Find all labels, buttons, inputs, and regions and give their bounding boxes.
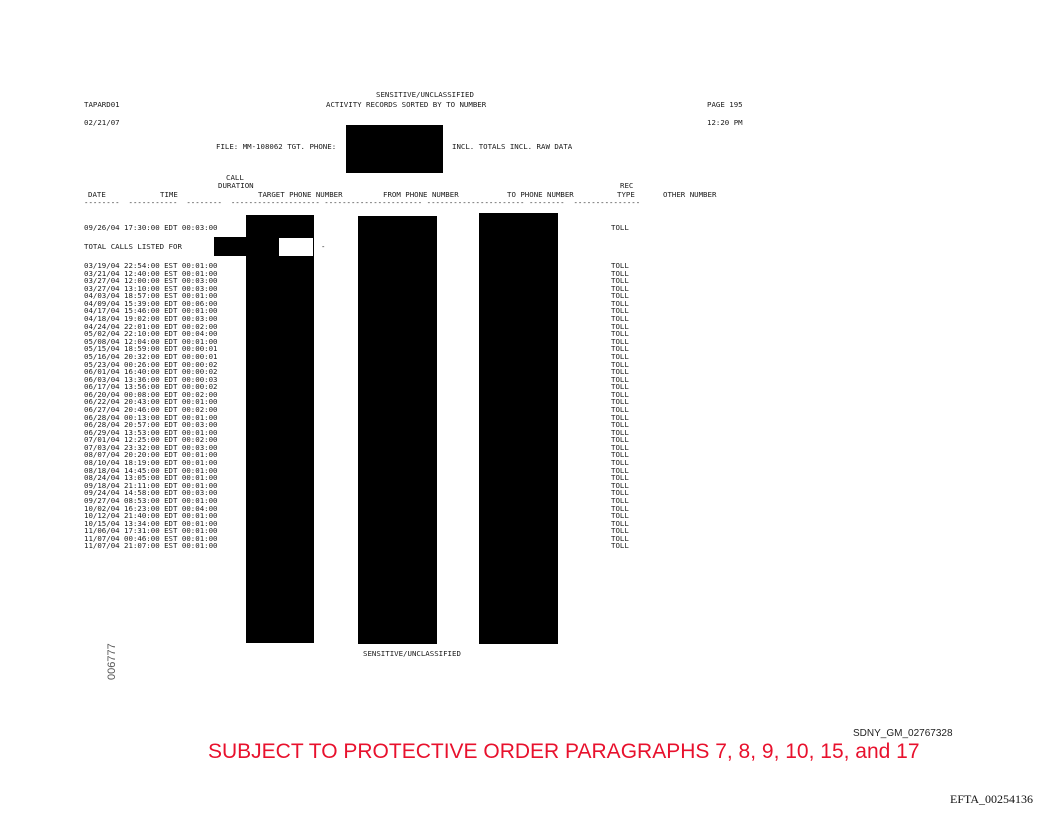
- record-rectype: TOLL: [611, 344, 629, 354]
- record-rectype: TOLL: [611, 435, 629, 445]
- record-rectype: TOLL: [611, 298, 629, 308]
- record-datetime: 05/16/04 20:32:00 EDT 00:00:01: [84, 351, 218, 361]
- record-datetime: 04/17/04 15:46:00 EDT 00:01:00: [84, 306, 218, 316]
- report-title: ACTIVITY RECORDS SORTED BY TO NUMBER: [326, 100, 487, 109]
- record-rectype: TOLL: [611, 495, 629, 505]
- record-datetime: 08/10/04 18:19:00 EDT 00:01:00: [84, 458, 218, 468]
- col-time: TIME: [160, 190, 178, 199]
- record-datetime: 06/27/04 20:46:00 EDT 00:02:00: [84, 404, 218, 414]
- record-rectype: TOLL: [611, 329, 629, 339]
- record-rectype: TOLL: [611, 473, 629, 483]
- record-datetime: 06/01/04 16:40:00 EDT 00:00:02: [84, 367, 218, 377]
- record-datetime: 06/20/04 00:08:00 EDT 00:02:00: [84, 389, 218, 399]
- record-rectype: TOLL: [611, 480, 629, 490]
- record-rectype: TOLL: [611, 314, 629, 324]
- record-rectype: TOLL: [611, 367, 629, 377]
- record-datetime: 09/27/04 08:53:00 EDT 00:01:00: [84, 495, 218, 505]
- record-datetime: 08/18/04 14:45:00 EDT 00:01:00: [84, 465, 218, 475]
- protective-order-notice: SUBJECT TO PROTECTIVE ORDER PARAGRAPHS 7, 8, 9, 10, 15, and 17: [208, 740, 920, 763]
- bates-number: SDNY_GM_02767328: [853, 728, 953, 739]
- col-call: CALL: [226, 173, 244, 182]
- classification-header: SENSITIVE/UNCLASSIFIED: [376, 90, 474, 99]
- record-datetime: 03/27/04 13:10:00 EST 00:03:00: [84, 283, 218, 293]
- record-datetime: 11/07/04 00:46:00 EST 00:01:00: [84, 533, 218, 543]
- record-datetime: 06/03/04 13:36:00 EDT 00:00:03: [84, 374, 218, 384]
- record-datetime: 10/02/04 16:23:00 EDT 00:04:00: [84, 503, 218, 513]
- efta-number: EFTA_00254136: [950, 792, 1034, 806]
- col-from: FROM PHONE NUMBER: [383, 190, 459, 199]
- col-to: TO PHONE NUMBER: [507, 190, 574, 199]
- record-rectype: TOLL: [611, 283, 629, 293]
- record-rectype: TOLL: [611, 306, 629, 316]
- record-datetime: 09/18/04 21:11:00 EDT 00:01:00: [84, 480, 218, 490]
- redaction-gap: [279, 238, 313, 256]
- record-rectype: TOLL: [611, 412, 629, 422]
- record-datetime: 03/27/04 12:00:00 EST 00:03:00: [84, 276, 218, 286]
- redaction-to-column: [479, 213, 558, 644]
- record-rectype: TOLL: [611, 321, 629, 331]
- record-datetime: 11/06/04 17:31:00 EST 00:01:00: [84, 526, 218, 536]
- record-rectype: TOLL: [611, 488, 629, 498]
- record-rectype: TOLL: [611, 465, 629, 475]
- record-datetime: 06/17/04 13:56:00 EDT 00:00:02: [84, 382, 218, 392]
- record-rectype: TOLL: [611, 420, 629, 430]
- record-datetime: 07/03/04 23:32:00 EDT 00:03:00: [84, 442, 218, 452]
- header-underline: -------- ----------- -------- -------------------- ---------------------- ---------------------- -------- ---------------: [84, 198, 641, 207]
- first-record-rectype: TOLL: [611, 223, 629, 232]
- record-rectype: TOLL: [611, 336, 629, 346]
- classification-footer: SENSITIVE/UNCLASSIFIED: [363, 649, 461, 658]
- record-rectype: TOLL: [611, 442, 629, 452]
- redaction-tgt-phone: [346, 125, 443, 173]
- record-datetime: 11/07/04 21:07:00 EST 00:01:00: [84, 541, 218, 551]
- col-date: DATE: [88, 190, 106, 199]
- record-rectype: TOLL: [611, 389, 629, 399]
- record-datetime: 05/23/04 00:26:00 EDT 00:00:02: [84, 359, 218, 369]
- record-datetime: 05/08/04 12:04:00 EDT 00:01:00: [84, 336, 218, 346]
- first-record-datetime: 09/26/04 17:30:00 EDT 00:03:00: [84, 223, 218, 232]
- col-type: TYPE: [617, 190, 635, 199]
- report-date: 02/21/07: [84, 118, 120, 127]
- record-rectype: TOLL: [611, 291, 629, 301]
- record-rectype: TOLL: [611, 533, 629, 543]
- record-rectype: TOLL: [611, 374, 629, 384]
- record-rectype: TOLL: [611, 382, 629, 392]
- report-id: TAPARD01: [84, 100, 120, 109]
- file-line-suffix: INCL. TOTALS INCL. RAW DATA: [452, 142, 573, 151]
- col-duration: DURATION: [218, 181, 254, 190]
- redaction-target-column: [246, 215, 314, 643]
- record-datetime: 10/12/04 21:40:00 EDT 00:01:00: [84, 511, 218, 521]
- record-datetime: 05/15/04 18:59:00 EDT 00:00:01: [84, 344, 218, 354]
- record-datetime: 05/02/04 22:10:00 EDT 00:04:00: [84, 329, 218, 339]
- total-calls-label: TOTAL CALLS LISTED FOR: [84, 242, 182, 251]
- record-rectype: TOLL: [611, 518, 629, 528]
- record-rectype: TOLL: [611, 351, 629, 361]
- record-datetime: 03/19/04 22:54:00 EST 00:01:00: [84, 261, 218, 270]
- record-datetime: 06/28/04 20:57:00 EDT 00:03:00: [84, 420, 218, 430]
- total-dash: -: [321, 242, 326, 251]
- col-other: OTHER NUMBER: [663, 190, 717, 199]
- redaction-from-column: [358, 216, 437, 644]
- record-rectype: TOLL: [611, 511, 629, 521]
- record-rectype: TOLL: [611, 276, 629, 286]
- record-rectype: TOLL: [611, 404, 629, 414]
- record-datetime: 08/24/04 13:05:00 EDT 00:01:00: [84, 473, 218, 483]
- record-datetime: 06/29/04 13:53:00 EDT 00:01:00: [84, 427, 218, 437]
- record-rectype: TOLL: [611, 427, 629, 437]
- record-rectype: TOLL: [611, 359, 629, 369]
- record-datetime: 04/09/04 15:39:00 EDT 00:06:00: [84, 298, 218, 308]
- record-rectype: TOLL: [611, 526, 629, 536]
- record-rectype: TOLL: [611, 397, 629, 407]
- record-datetime: 03/21/04 12:40:00 EST 00:01:00: [84, 268, 218, 278]
- record-rectype: TOLL: [611, 450, 629, 460]
- col-rec: REC: [620, 181, 634, 190]
- record-rectype: TOLL: [611, 268, 629, 278]
- record-rectype: TOLL: [611, 503, 629, 513]
- record-datetime: 07/01/04 12:25:00 EDT 00:02:00: [84, 435, 218, 445]
- col-target: TARGET PHONE NUMBER: [258, 190, 343, 199]
- record-rectype: TOLL: [611, 541, 629, 551]
- record-datetime: 06/28/04 00:13:00 EDT 00:01:00: [84, 412, 218, 422]
- record-rectype: TOLL: [611, 261, 629, 270]
- record-datetime: 04/24/04 22:01:00 EDT 00:02:00: [84, 321, 218, 331]
- file-line-prefix: FILE: MM-108062 TGT. PHONE:: [216, 142, 337, 151]
- record-datetime: 04/18/04 19:02:00 EDT 00:03:00: [84, 314, 218, 324]
- record-datetime: 09/24/04 14:58:00 EDT 00:03:00: [84, 488, 218, 498]
- record-datetime: 10/15/04 13:34:00 EDT 00:01:00: [84, 518, 218, 528]
- page-number: PAGE 195: [707, 100, 743, 109]
- vertical-bates-stamp: 006777: [106, 643, 118, 680]
- record-datetime: 08/07/04 20:20:00 EDT 00:01:00: [84, 450, 218, 460]
- report-time: 12:20 PM: [707, 118, 743, 127]
- record-datetime: 04/03/04 18:57:00 EST 00:01:00: [84, 291, 218, 301]
- record-rectype: TOLL: [611, 458, 629, 468]
- record-datetime: 06/22/04 20:43:00 EDT 00:01:00: [84, 397, 218, 407]
